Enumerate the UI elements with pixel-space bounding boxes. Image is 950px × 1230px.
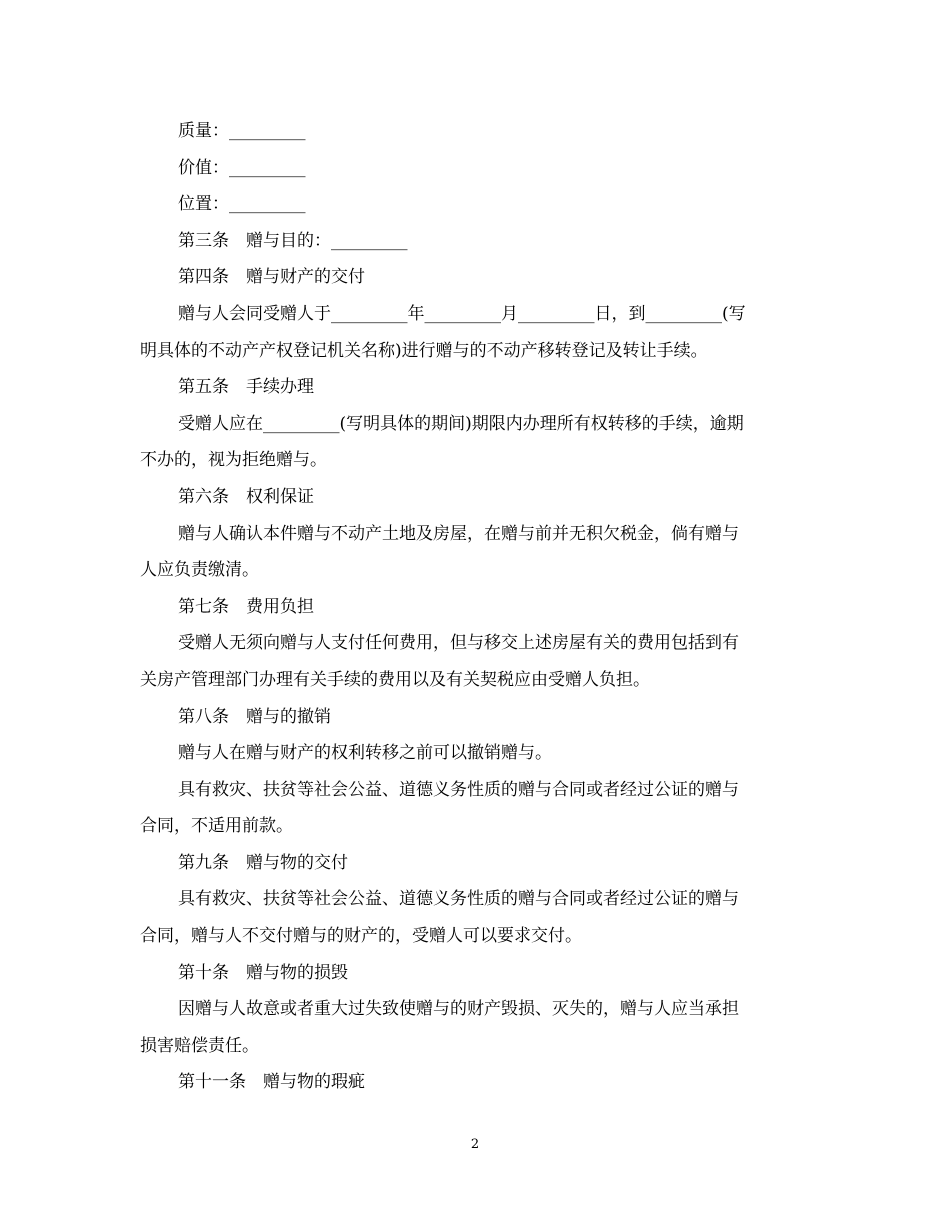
article-8-heading: 第八条 赠与的撤销	[178, 706, 331, 727]
paragraph-line: 因赠与人故意或者重大过失致使赠与的财产毁损、灭失的，赠与人应当承担	[178, 999, 739, 1020]
paragraph-line: 损害赔偿责任。	[140, 1035, 259, 1056]
article-11-heading: 第十一条 赠与物的瑕疵	[178, 1072, 365, 1093]
paragraph-line: 具有救灾、扶贫等社会公益、道德义务性质的赠与合同或者经过公证的赠与	[178, 779, 739, 800]
article-3-heading: 第三条 赠与目的：_________	[178, 230, 408, 251]
paragraph-line: 赠与人会同受赠人于_________年_________月_________日，到_________(写	[178, 303, 746, 324]
paragraph-line: 人应负责缴清。	[140, 560, 259, 581]
paragraph-line: 具有救灾、扶贫等社会公益、道德义务性质的赠与合同或者经过公证的赠与	[178, 889, 739, 910]
article-10-heading: 第十条 赠与物的损毁	[178, 962, 348, 983]
article-9-heading: 第九条 赠与物的交付	[178, 852, 348, 873]
field-location: 位置：_________	[178, 194, 306, 215]
paragraph-line: 赠与人确认本件赠与不动产土地及房屋，在赠与前并无积欠税金，倘有赠与	[178, 523, 739, 544]
paragraph-line: 关房产管理部门办理有关手续的费用以及有关契税应由受赠人负担。	[140, 669, 650, 690]
field-quality: 质量：_________	[178, 121, 306, 141]
article-7-heading: 第七条 费用负担	[178, 596, 314, 617]
paragraph-line: 不办的，视为拒绝赠与。	[140, 450, 327, 471]
paragraph-line: 受赠人无须向赠与人支付任何费用，但与移交上述房屋有关的费用包括到有	[178, 633, 739, 654]
paragraph-line: 合同，赠与人不交付赠与的财产的，受赠人可以要求交付。	[140, 926, 582, 947]
paragraph-line: 受赠人应在_________(写明具体的期间)期限内办理所有权转移的手续，逾期	[178, 413, 744, 434]
article-5-heading: 第五条 手续办理	[178, 377, 314, 398]
field-value: 价值：_________	[178, 157, 306, 178]
article-4-heading: 第四条 赠与财产的交付	[178, 267, 365, 288]
document-body	[140, 113, 805, 1101]
article-6-heading: 第六条 权利保证	[178, 486, 314, 507]
page-number: 2	[470, 1137, 480, 1152]
paragraph-line: 明具体的不动产产权登记机关名称)进行赠与的不动产移转登记及转让手续。	[140, 340, 708, 361]
paragraph-line: 合同，不适用前款。	[140, 816, 293, 837]
paragraph-line: 赠与人在赠与财产的权利转移之前可以撤销赠与。	[178, 743, 552, 764]
